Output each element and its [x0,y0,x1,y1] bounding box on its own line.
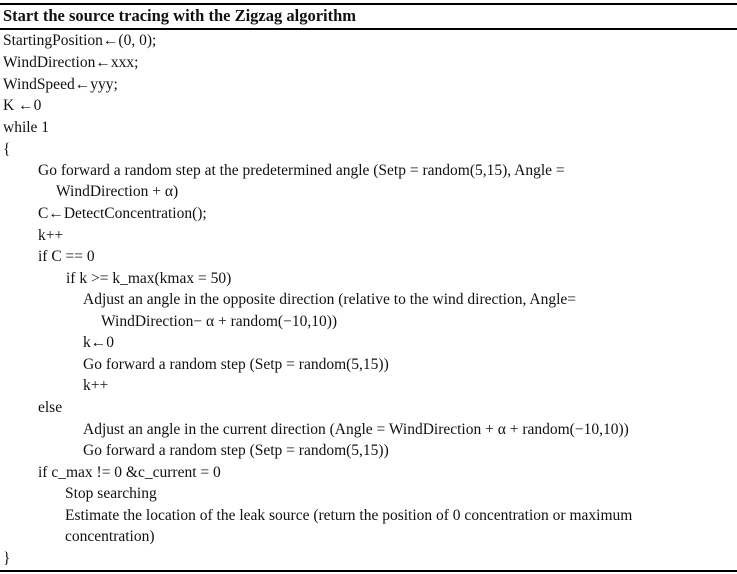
code-line: Adjust an angle in the opposite direction (relative to the wind direction, Angle= [83,291,576,308]
code-line: } [3,550,11,567]
code-line: C←DetectConcentration(); [38,205,207,222]
code-line: k++ [83,377,109,394]
header-rule [0,28,737,30]
algorithm-title: Start the source tracing with the Zigzag algorithm [3,6,357,25]
code-line: WindDirection + α) [56,183,179,200]
bottom-rule [0,570,737,572]
code-line: if k >= k_max(kmax = 50) [66,270,232,287]
code-line: if C == 0 [38,248,95,265]
code-line: StartingPosition←(0, 0); [3,32,157,49]
code-line: WindDirection←xxx; [3,54,139,71]
code-line: k←0 [83,334,114,351]
code-line: if c_max != 0 &c_current = 0 [38,464,221,481]
code-line: Go forward a random step (Setp = random(5,15)) [83,356,389,373]
code-line: WindDirection− α + random(−10,10)) [101,313,338,330]
code-line: Stop searching [65,485,157,502]
code-line: { [3,141,11,158]
code-line: Go forward a random step (Setp = random(5,15)) [83,442,389,459]
code-line: Adjust an angle in the current direction (Angle = WindDirection + α + random(−10,10)) [83,421,629,438]
code-line: Estimate the location of the leak source (return the position of 0 concentration or maximum [65,507,633,524]
code-line: Go forward a random step at the predetermined angle (Setp = random(5,15), Angle = [38,162,565,179]
code-line: K ←0 [3,97,42,114]
code-line: k++ [38,227,64,244]
code-line: while 1 [3,119,50,136]
top-rule [0,3,737,5]
code-line: concentration) [65,528,155,545]
code-line: WindSpeed←yyy; [3,76,118,93]
code-line: else [38,399,63,416]
